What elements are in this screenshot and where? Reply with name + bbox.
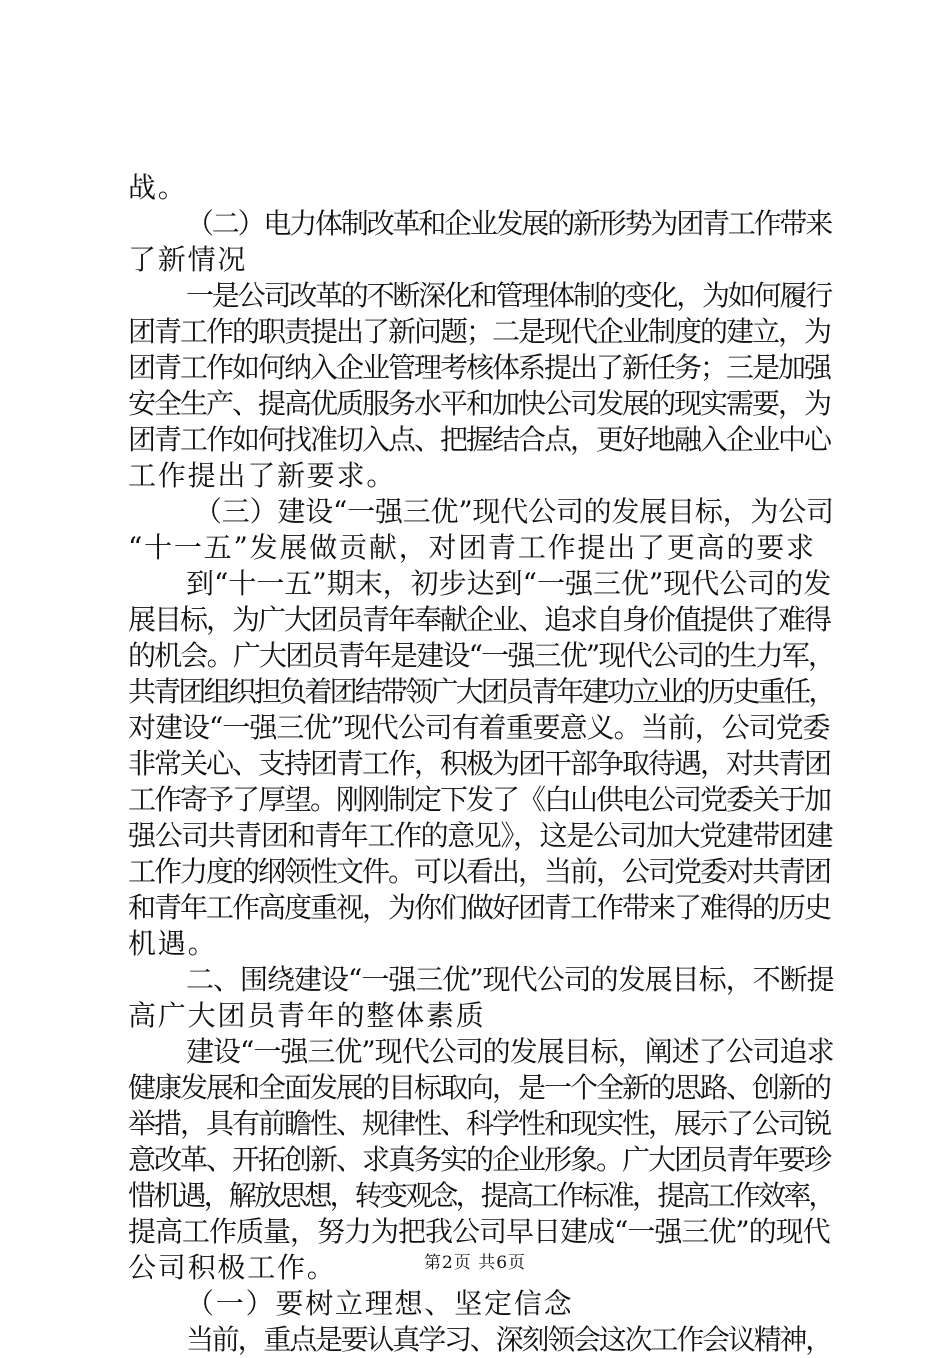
text-line: 团青工作如何找准切入点、把握结合点，更好地融入企业中心 xyxy=(128,423,831,456)
section-heading: 了新情况 xyxy=(128,243,248,276)
text-line: 安全生产、提高优质服务水平和加快公司发展的现实需要，为 xyxy=(128,387,831,420)
text-line: 的机会。广大团员青年是建设“一强三优”现代公司的生力军， xyxy=(128,639,835,672)
text-line: 共青团组织担负着团结带领广大团员青年建功立业的历史重任， xyxy=(128,675,834,708)
section-heading: （二）电力体制改革和企业发展的新形势为团青工作带来 xyxy=(186,207,832,240)
section-heading: 二、围绕建设“一强三优”现代公司的发展目标，不断提 xyxy=(186,963,834,996)
text-line: 举措，具有前瞻性、规律性、科学性和现实性，展示了公司锐 xyxy=(128,1107,831,1140)
text-line: 到“十一五”期末，初步达到“一强三优”现代公司的发 xyxy=(186,567,832,600)
text-line: 健康发展和全面发展的目标取向，是一个全新的思路、创新的 xyxy=(128,1071,831,1104)
text-line: 展目标，为广大团员青年奉献企业、追求自身价值提供了难得 xyxy=(128,603,831,636)
text-line: 战。 xyxy=(128,171,188,204)
text-line: 惜机遇，解放思想，转变观念，提高工作标准，提高工作效率， xyxy=(128,1179,834,1212)
section-heading: 高广大团员青年的整体素质 xyxy=(128,999,486,1032)
text-line: 团青工作如何纳入企业管理考核体系提出了新任务；三是加强 xyxy=(128,351,831,384)
document-body xyxy=(128,170,834,1358)
text-line: 意改革、开拓创新、求真务实的企业形象。广大团员青年要珍 xyxy=(128,1143,831,1176)
section-heading: “十一五”发展做贡献，对团青工作提出了更高的要求 xyxy=(128,531,816,564)
section-heading: （一）要树立理想、坚定信念 xyxy=(186,1287,574,1320)
text-line: 非常关心、支持团青工作，积极为团干部争取待遇，对共青团 xyxy=(128,747,831,780)
text-line: 建设“一强三优”现代公司的发展目标，阐述了公司追求 xyxy=(186,1035,834,1068)
text-line: 公司积极工作。 xyxy=(128,1251,337,1284)
text-line: 对建设“一强三优”现代公司有着重要意义。当前，公司党委 xyxy=(128,711,830,744)
text-line: 一是公司改革的不断深化和管理体制的变化，为如何履行 xyxy=(186,279,832,312)
text-line: 机遇。 xyxy=(128,927,218,960)
text-line: 和青年工作高度重视，为你们做好团青工作带来了难得的历史 xyxy=(128,891,831,924)
text-line: 团青工作的职责提出了新问题；二是现代企业制度的建立，为 xyxy=(128,315,831,348)
text-line: 工作寄予了厚望。刚刚制定下发了《白山供电公司党委关于加 xyxy=(128,783,831,816)
text-line: 当前，重点是要认真学习、深刻领会这次工作会议精神， xyxy=(186,1323,832,1356)
text-line: 强公司共青团和青年工作的意见》，这是公司加大党建带团建 xyxy=(128,819,833,852)
section-heading: （三）建设“一强三优”现代公司的发展目标，为公司 xyxy=(194,495,834,528)
text-line: 提高工作质量，努力为把我公司早日建成“一强三优”的现代 xyxy=(128,1215,830,1248)
text-line: 工作提出了新要求。 xyxy=(128,459,397,492)
page-footer: 第2页 共6页 xyxy=(423,1253,527,1273)
text-line: 工作力度的纲领性文件。可以看出，当前，公司党委对共青团 xyxy=(128,855,831,888)
